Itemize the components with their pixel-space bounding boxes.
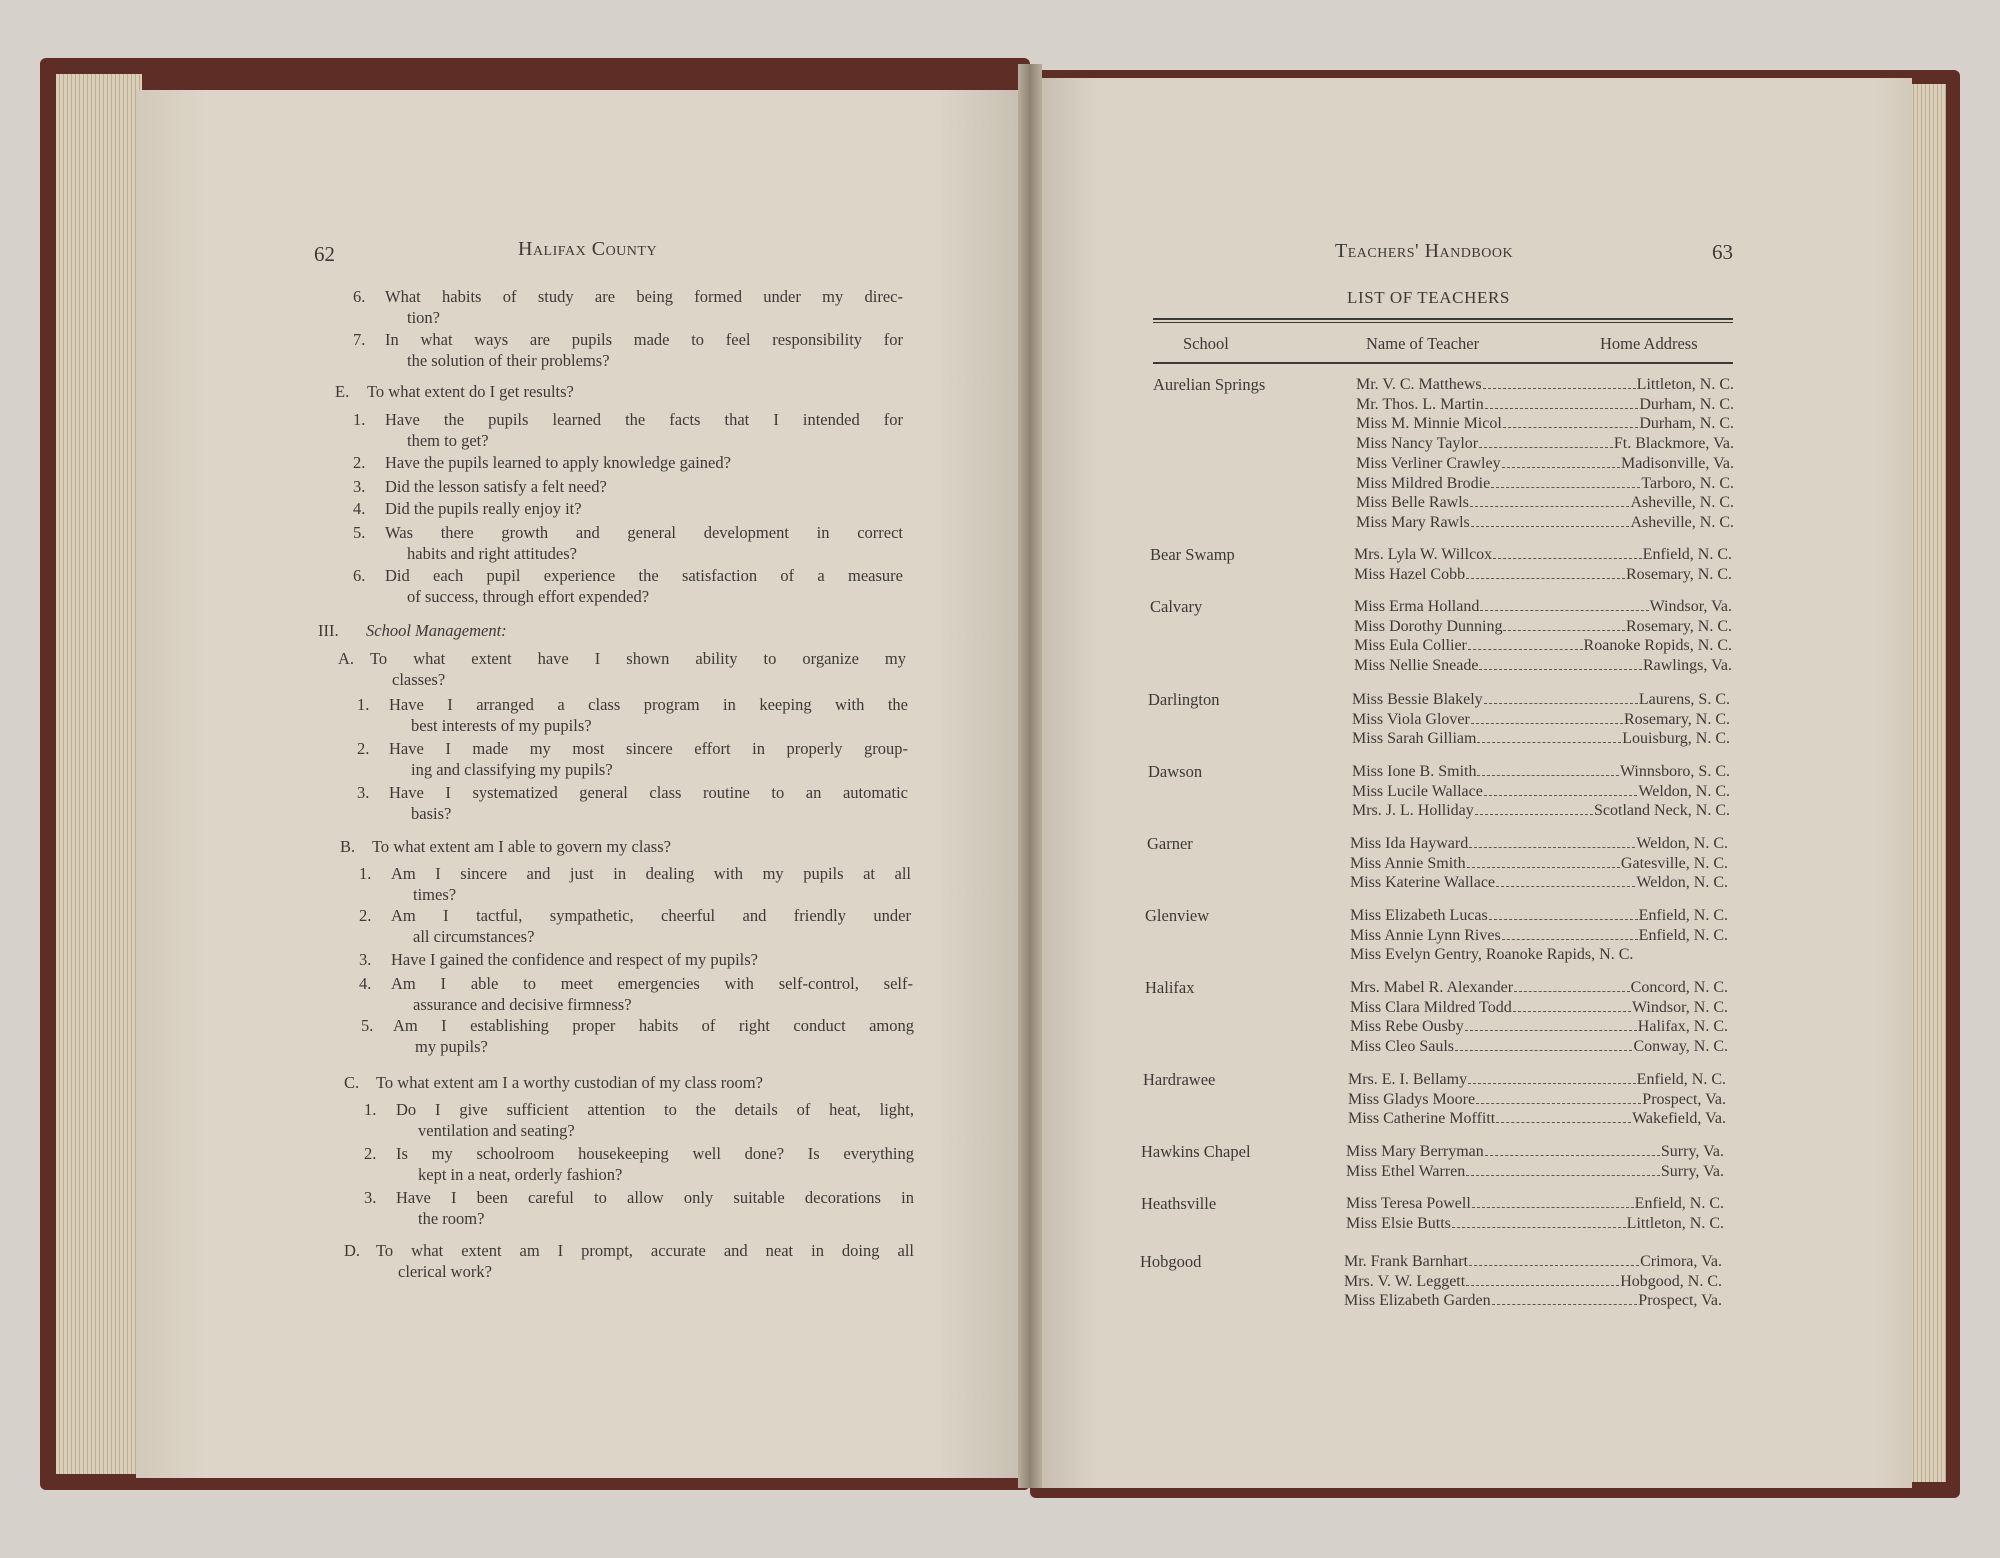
home-address: Weldon, N. C. — [1638, 782, 1730, 800]
teacher-row — [1348, 1070, 1726, 1090]
leader-dots — [1452, 1227, 1626, 1228]
teacher-row — [1356, 513, 1734, 533]
question-item — [359, 905, 911, 947]
question-number: 4. — [359, 974, 372, 993]
teacher-name: Miss Sarah Gilliam — [1352, 730, 1477, 748]
school-name: Garner — [1147, 834, 1193, 853]
question-item — [353, 286, 903, 328]
header-rule — [1153, 362, 1733, 364]
teacher-name: Miss Lucile Wallace — [1352, 782, 1483, 800]
leader-dots — [1477, 775, 1619, 776]
leader-dots — [1455, 1050, 1632, 1051]
column-header-school: School — [1183, 334, 1229, 353]
leader-dots — [1483, 388, 1636, 389]
teacher-group — [1350, 906, 1728, 965]
teacher-row — [1350, 1017, 1728, 1037]
leader-dots — [1475, 814, 1593, 815]
teacher-row — [1346, 1214, 1724, 1234]
teacher-name: Miss Eula Collier — [1354, 637, 1467, 655]
home-address: Tarboro, N. C. — [1641, 474, 1734, 492]
teacher-group — [1346, 1194, 1724, 1233]
teacher-row — [1350, 906, 1728, 926]
home-address: Rosemary, N. C. — [1623, 710, 1730, 728]
question-text-continued: best interests of my pupils? — [411, 716, 592, 735]
home-address: Concord, N. C. — [1630, 979, 1728, 996]
home-address: Rawlings, Va. — [1642, 657, 1732, 675]
school-name: Darlington — [1148, 690, 1220, 709]
question-text: Have the pupils learned the facts that I intended for — [385, 410, 903, 429]
home-address: Weldon, N. C. — [1636, 874, 1728, 892]
teacher-row — [1352, 801, 1730, 821]
home-address: Conway, N. C. — [1633, 1038, 1728, 1056]
teacher-name: Miss Clara Mildred Todd — [1350, 998, 1512, 1016]
teacher-name: Miss Annie Lynn Rives — [1350, 926, 1501, 944]
teacher-group — [1354, 597, 1732, 676]
home-address: Asheville, N. C. — [1630, 494, 1734, 512]
question-text: Have I systematized general class routine to an automatic — [389, 783, 908, 802]
teacher-name: Miss Evelyn Gentry, Roanoke Rapids, N. C. — [1350, 946, 1634, 964]
teacher-group — [1350, 834, 1728, 893]
question-text-continued: them to get? — [407, 431, 489, 450]
teacher-group — [1348, 1070, 1726, 1129]
teacher-row — [1346, 1162, 1724, 1182]
teacher-name: Mrs. J. L. Holliday — [1352, 802, 1474, 820]
teacher-name: Miss Teresa Powell — [1346, 1195, 1471, 1212]
question-text: Is my schoolroom housekeeping well done? Is everything — [396, 1144, 914, 1163]
question-text: To what extent am I prompt, accurate and neat in doing all — [376, 1241, 914, 1260]
leader-dots — [1484, 703, 1638, 704]
question-number: 2. — [359, 906, 372, 925]
leader-dots — [1485, 408, 1639, 409]
leader-dots — [1466, 578, 1625, 579]
teacher-name: Mrs. Lyla W. Willcox — [1354, 546, 1493, 563]
right-running-head: Teachers' Handbook — [1335, 240, 1514, 262]
teacher-name: Mrs. Mabel R. Alexander — [1350, 979, 1514, 996]
teacher-row — [1350, 1037, 1728, 1057]
teacher-row — [1346, 1194, 1724, 1214]
column-header-address: Home Address — [1600, 334, 1698, 353]
teacher-name: Miss Annie Smith — [1350, 854, 1466, 872]
question-number: 1. — [357, 695, 370, 714]
question-number: 2. — [353, 453, 366, 472]
teacher-group — [1352, 762, 1730, 821]
question-item — [357, 694, 908, 736]
question-text: Do I give sufficient attention to the details of heat, light, — [396, 1100, 914, 1119]
home-address: Enfield, N. C. — [1638, 907, 1728, 924]
question-text: Was there growth and general development in correct — [385, 523, 903, 542]
question-item — [340, 836, 908, 857]
teacher-row — [1354, 656, 1732, 676]
teacher-name: Miss Cleo Sauls — [1350, 1038, 1455, 1056]
teacher-name: Miss Ethel Warren — [1346, 1162, 1466, 1180]
school-name: Bear Swamp — [1150, 545, 1235, 564]
question-item — [357, 782, 908, 824]
teacher-name: Miss Elizabeth Lucas — [1350, 907, 1488, 924]
teacher-name: Miss Nancy Taylor — [1356, 435, 1479, 453]
teacher-name: Miss Viola Glover — [1352, 710, 1470, 728]
teacher-name: Miss Katerine Wallace — [1350, 874, 1496, 892]
question-number: 4. — [353, 499, 366, 518]
leader-dots — [1496, 1122, 1631, 1123]
home-address: Gatesville, N. C. — [1620, 854, 1728, 872]
question-number: E. — [335, 382, 350, 401]
home-address: Littleton, N. C. — [1636, 376, 1734, 393]
home-address: Surry, Va. — [1660, 1143, 1724, 1160]
teacher-row — [1350, 834, 1728, 854]
teacher-name: Miss Hazel Cobb — [1354, 565, 1466, 583]
question-text: Did the pupils really enjoy it? — [385, 499, 582, 518]
home-address: Laurens, S. C. — [1638, 691, 1730, 708]
top-rule — [1153, 318, 1733, 320]
teacher-group — [1344, 1252, 1722, 1311]
question-text-continued: ing and classifying my pupils? — [411, 760, 613, 779]
question-item — [359, 949, 911, 970]
question-item — [364, 1143, 914, 1185]
teacher-name: Miss Mary Berryman — [1346, 1143, 1484, 1160]
leader-dots — [1491, 487, 1640, 488]
question-text: Did each pupil experience the satisfaction of a measure — [385, 566, 903, 585]
teacher-name: Miss Belle Rawls — [1356, 494, 1469, 512]
teacher-name: Miss Ida Hayward — [1350, 835, 1469, 852]
teacher-name: Mrs. E. I. Bellamy — [1348, 1071, 1468, 1088]
teacher-name: Mr. V. C. Matthews — [1356, 376, 1482, 393]
teacher-name: Mr. Frank Barnhart — [1344, 1253, 1468, 1270]
question-item — [338, 648, 906, 690]
leader-dots — [1466, 1175, 1660, 1176]
teacher-name: Miss Elizabeth Garden — [1344, 1292, 1491, 1310]
school-name: Hardrawee — [1143, 1070, 1216, 1089]
question-text-continued: habits and right attitudes? — [407, 544, 578, 563]
teacher-row — [1352, 782, 1730, 802]
teacher-name: Miss M. Minnie Micol — [1356, 415, 1502, 433]
home-address: Rosemary, N. C. — [1625, 565, 1732, 583]
question-item — [357, 738, 908, 780]
question-text: Have the pupils learned to apply knowledge gained? — [385, 453, 731, 472]
leader-dots — [1493, 558, 1642, 559]
question-text: Have I arranged a class program in keeping with the — [389, 695, 908, 714]
home-address: Windsor, N. C. — [1631, 998, 1728, 1016]
question-text: To what extent am I a worthy custodian of my class room? — [376, 1073, 763, 1092]
question-item — [344, 1072, 914, 1093]
teacher-name: Miss Bessie Blakely — [1352, 691, 1483, 708]
teacher-name: Miss Gladys Moore — [1348, 1090, 1476, 1108]
teacher-row — [1350, 978, 1728, 998]
home-address: Windsor, Va. — [1649, 598, 1732, 615]
home-address: Enfield, N. C. — [1636, 1071, 1726, 1088]
teacher-row — [1350, 998, 1728, 1018]
question-item — [353, 329, 903, 371]
question-number: 1. — [359, 864, 372, 883]
teacher-row — [1350, 873, 1728, 893]
leader-dots — [1503, 427, 1639, 428]
teacher-row — [1354, 617, 1732, 637]
leader-dots — [1502, 939, 1638, 940]
teacher-row — [1348, 1090, 1726, 1110]
leader-dots — [1503, 630, 1624, 631]
question-number: C. — [344, 1073, 360, 1092]
teacher-name: Miss Mildred Brodie — [1356, 474, 1491, 492]
teacher-row — [1344, 1252, 1722, 1272]
question-item — [364, 1099, 914, 1141]
leader-dots — [1469, 1265, 1639, 1266]
home-address: Ft. Blackmore, Va. — [1613, 435, 1734, 453]
right-page-number: 63 — [1712, 240, 1733, 264]
home-address: Asheville, N. C. — [1630, 513, 1734, 531]
leader-dots — [1466, 1285, 1619, 1286]
question-text-continued: classes? — [392, 670, 446, 689]
left-running-head: Halifax County — [518, 238, 658, 260]
question-text-continued: assurance and decisive firmness? — [413, 995, 632, 1014]
question-item — [359, 973, 913, 1015]
home-address: Prospect, Va. — [1642, 1090, 1726, 1108]
home-address: Weldon, N. C. — [1636, 835, 1728, 852]
teacher-row — [1356, 395, 1734, 415]
question-text-continued: of success, through effort expended? — [407, 587, 650, 606]
teacher-row — [1352, 690, 1730, 710]
question-text: Am I tactful, sympathetic, cheerful and friendly under — [391, 906, 911, 925]
teacher-row — [1350, 854, 1728, 874]
teacher-name: Miss Dorothy Dunning — [1354, 617, 1503, 635]
home-address: Prospect, Va. — [1638, 1292, 1722, 1310]
home-address: Hobgood, N. C. — [1620, 1272, 1722, 1290]
question-number: 5. — [353, 523, 366, 542]
question-text: Am I establishing proper habits of right conduct among — [393, 1016, 914, 1035]
question-item — [353, 522, 903, 564]
teacher-group — [1354, 545, 1732, 584]
leader-dots — [1480, 610, 1648, 611]
question-item — [359, 863, 911, 905]
home-address: Rosemary, N. C. — [1625, 617, 1732, 635]
teacher-row — [1348, 1109, 1726, 1129]
home-address: Halifax, N. C. — [1637, 1018, 1728, 1036]
leader-dots — [1496, 886, 1635, 887]
school-name: Heathsville — [1141, 1194, 1217, 1213]
home-address: Crimora, Va. — [1640, 1253, 1722, 1270]
teacher-name: Miss Verliner Crawley — [1356, 454, 1501, 472]
question-number: 3. — [357, 783, 370, 802]
leader-dots — [1467, 867, 1620, 868]
leader-dots — [1485, 1155, 1660, 1156]
question-text-continued: ventilation and seating? — [418, 1121, 575, 1140]
question-number: A. — [338, 649, 355, 668]
question-number: 1. — [364, 1100, 377, 1119]
teacher-row — [1356, 474, 1734, 494]
question-text-continued: basis? — [411, 804, 452, 823]
question-number: 7. — [353, 330, 366, 349]
question-text-continued: times? — [413, 885, 457, 904]
column-header-name: Name of Teacher — [1366, 334, 1480, 353]
question-text-continued: clerical work? — [398, 1262, 492, 1281]
question-text-continued: all circumstances? — [413, 927, 535, 946]
top-rule-thin — [1153, 322, 1733, 323]
question-text-continued: my pupils? — [415, 1037, 488, 1056]
question-number: B. — [340, 837, 356, 856]
teacher-row — [1352, 729, 1730, 749]
school-name: Glenview — [1145, 906, 1210, 925]
question-number: 2. — [357, 739, 370, 758]
question-item — [353, 452, 903, 473]
teacher-row — [1354, 636, 1732, 656]
teacher-row — [1346, 1142, 1724, 1162]
question-item — [353, 409, 903, 451]
question-number: 5. — [361, 1016, 374, 1035]
question-item — [353, 476, 903, 497]
left-page-number: 62 — [314, 242, 335, 266]
home-address: Scotland Neck, N. C. — [1594, 802, 1730, 820]
teacher-row — [1356, 434, 1734, 454]
teacher-row — [1344, 1291, 1722, 1311]
home-address: Enfield, N. C. — [1638, 926, 1728, 944]
leader-dots — [1468, 649, 1583, 650]
school-name: Aurelian Springs — [1153, 375, 1266, 394]
teacher-name: Mrs. V. W. Leggett — [1344, 1272, 1466, 1290]
question-text: To what extent do I get results? — [367, 382, 574, 401]
home-address: Winnsboro, S. C. — [1619, 763, 1730, 780]
teacher-row — [1354, 565, 1732, 585]
home-address: Durham, N. C. — [1639, 415, 1734, 433]
teacher-row — [1356, 493, 1734, 513]
leader-dots — [1479, 447, 1613, 448]
leader-dots — [1472, 1207, 1634, 1208]
question-text: Have I made my most sincere effort in properly group- — [389, 739, 908, 758]
teacher-row — [1356, 454, 1734, 474]
leader-dots — [1492, 1304, 1638, 1305]
teacher-row — [1352, 762, 1730, 782]
question-item — [353, 565, 903, 607]
question-text-continued: kept in a neat, orderly fashion? — [418, 1165, 623, 1184]
question-text: In what ways are pupils made to feel responsibility for — [385, 330, 903, 349]
leader-dots — [1471, 723, 1623, 724]
leader-dots — [1470, 506, 1630, 507]
leader-dots — [1489, 919, 1638, 920]
teacher-row — [1350, 926, 1728, 946]
home-address: Littleton, N. C. — [1626, 1214, 1724, 1232]
question-number: 3. — [364, 1188, 377, 1207]
teacher-name: Miss Ione B. Smith — [1352, 763, 1477, 780]
question-number: 6. — [353, 287, 366, 306]
question-text: To what extent am I able to govern my class? — [372, 837, 671, 856]
question-item — [318, 620, 903, 641]
teacher-name: Miss Mary Rawls — [1356, 513, 1470, 531]
question-number: 1. — [353, 410, 366, 429]
book-gutter — [1018, 64, 1042, 1488]
leader-dots — [1514, 991, 1630, 992]
question-text: What habits of study are being formed under my direc- — [385, 287, 903, 306]
teacher-group — [1346, 1142, 1724, 1181]
question-number: 2. — [364, 1144, 377, 1163]
teacher-row — [1354, 545, 1732, 565]
school-name: Dawson — [1148, 762, 1203, 781]
leader-dots — [1513, 1011, 1631, 1012]
school-name: Halifax — [1145, 978, 1195, 997]
home-address: Roanoke Ropids, N. C. — [1583, 637, 1732, 655]
teacher-name: Miss Elsie Butts — [1346, 1214, 1451, 1232]
teacher-row — [1354, 597, 1732, 617]
teacher-group — [1350, 978, 1728, 1057]
question-text: Did the lesson satisfy a felt need? — [385, 477, 607, 496]
home-address: Durham, N. C. — [1639, 395, 1734, 413]
question-item — [335, 381, 903, 402]
leader-dots — [1476, 1103, 1641, 1104]
question-item — [364, 1187, 914, 1229]
teacher-group — [1352, 690, 1730, 749]
question-number: D. — [344, 1241, 361, 1260]
teacher-row — [1356, 375, 1734, 395]
question-text: Am I able to meet emergencies with self-control, self- — [391, 974, 913, 993]
leader-dots — [1469, 847, 1635, 848]
school-name: Calvary — [1150, 597, 1203, 616]
leader-dots — [1484, 795, 1638, 796]
home-address: Louisburg, N. C. — [1622, 730, 1730, 748]
home-address: Enfield, N. C. — [1634, 1195, 1724, 1212]
teacher-row — [1356, 414, 1734, 434]
teacher-name: Miss Erma Holland — [1354, 598, 1480, 615]
question-item — [344, 1240, 914, 1282]
question-text-continued: the room? — [418, 1209, 485, 1228]
teacher-group — [1356, 375, 1734, 533]
home-address: Surry, Va. — [1660, 1162, 1724, 1180]
leader-dots — [1471, 526, 1630, 527]
teacher-name: Miss Catherine Moffitt — [1348, 1110, 1496, 1128]
teacher-name: Miss Nellie Sneade — [1354, 657, 1479, 675]
teacher-name: Mr. Thos. L. Martin — [1356, 395, 1484, 413]
list-title: LIST OF TEACHERS — [1347, 288, 1510, 307]
school-name: Hobgood — [1140, 1252, 1202, 1271]
question-text: Have I been careful to allow only suitable decorations in — [396, 1188, 914, 1207]
page-edges-left — [56, 74, 142, 1474]
home-address: Enfield, N. C. — [1642, 546, 1732, 563]
leader-dots — [1479, 669, 1642, 670]
teacher-row — [1344, 1272, 1722, 1292]
teacher-row — [1352, 710, 1730, 730]
question-number: 3. — [359, 950, 372, 969]
question-text: To what extent have I shown ability to organize my — [370, 649, 906, 668]
question-text-continued: the solution of their problems? — [407, 351, 610, 370]
leader-dots — [1468, 1083, 1636, 1084]
school-name: Hawkins Chapel — [1141, 1142, 1251, 1161]
leader-dots — [1477, 742, 1621, 743]
leader-dots — [1465, 1030, 1637, 1031]
question-number: 3. — [353, 477, 366, 496]
question-item — [361, 1015, 914, 1057]
teacher-name: Miss Rebe Ousby — [1350, 1018, 1464, 1036]
question-text: Have I gained the confidence and respect of my pupils? — [391, 950, 758, 969]
question-item — [353, 498, 903, 519]
question-text: Am I sincere and just in dealing with my pupils at all — [391, 864, 911, 883]
teacher-row — [1350, 945, 1728, 965]
question-text: School Management: — [366, 621, 507, 640]
home-address: Madisonville, Va. — [1620, 454, 1734, 472]
question-text-continued: tion? — [407, 308, 440, 327]
question-number: 6. — [353, 566, 366, 585]
question-number: III. — [318, 621, 339, 640]
leader-dots — [1502, 467, 1620, 468]
home-address: Wakefield, Va. — [1632, 1110, 1726, 1128]
